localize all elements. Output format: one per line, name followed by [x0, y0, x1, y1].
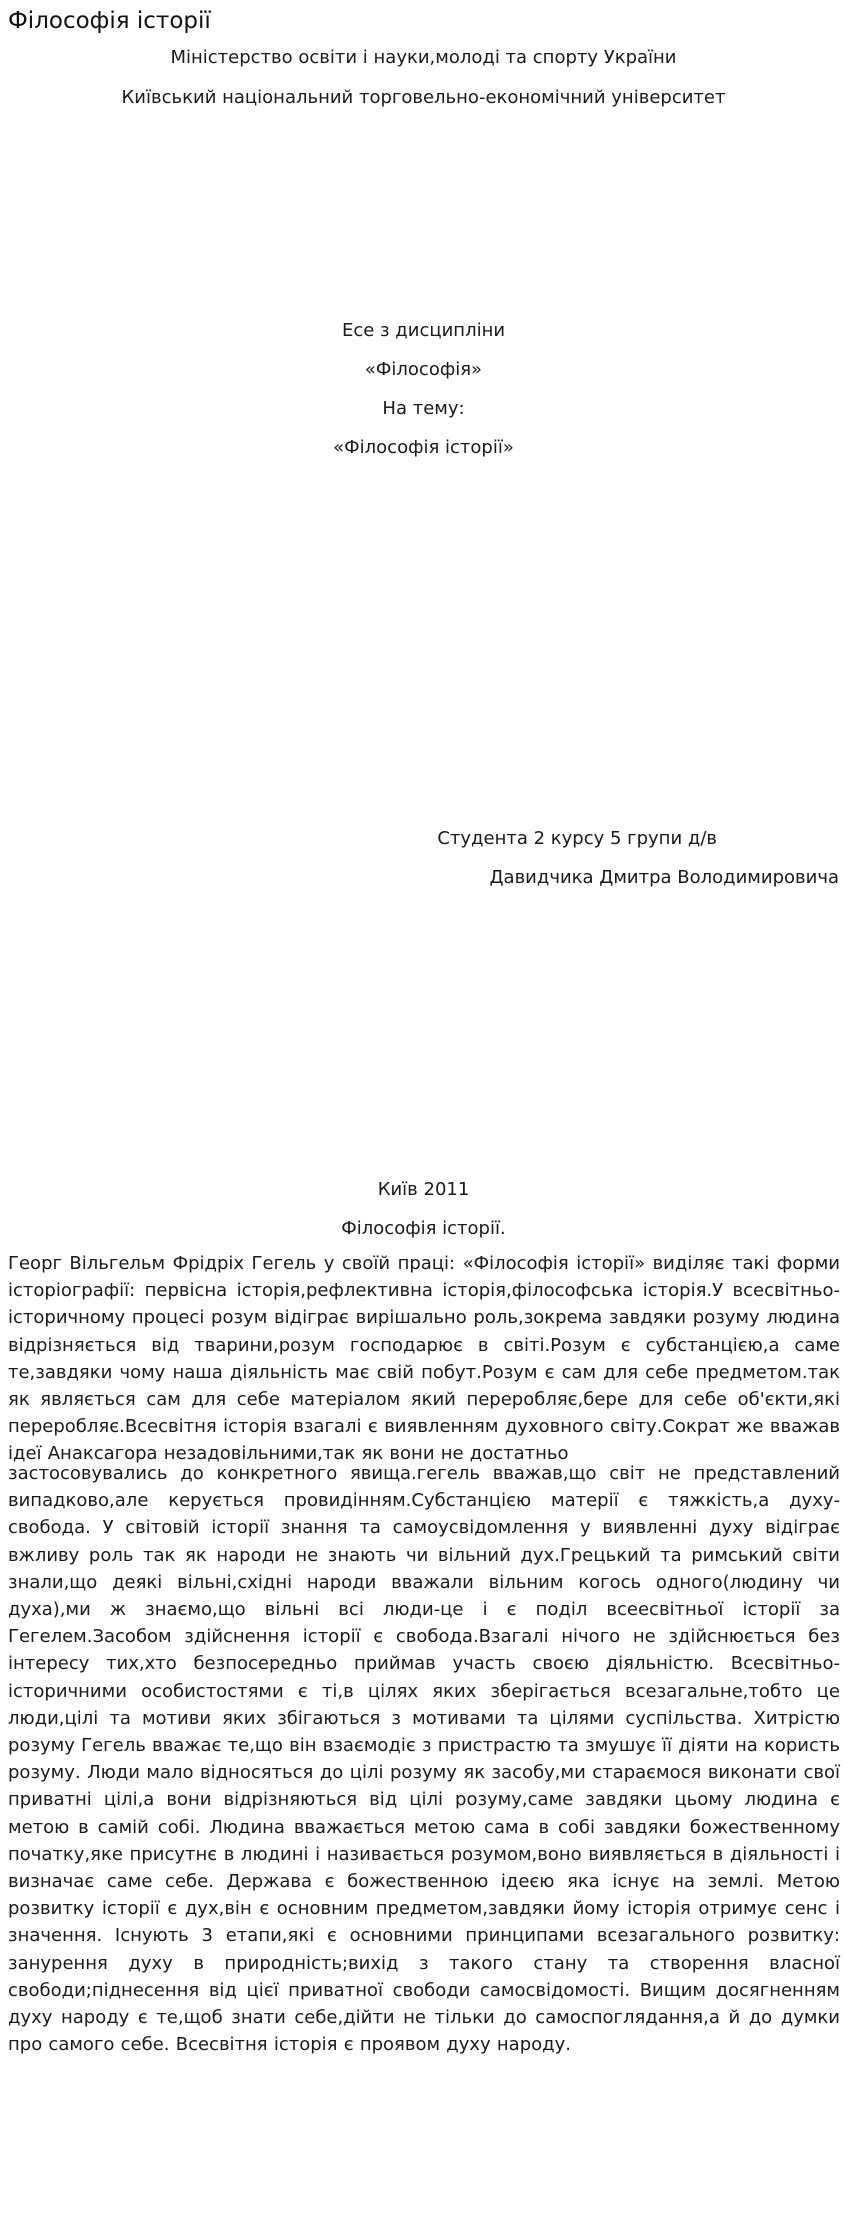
city-year: Київ 2011 [377, 1179, 470, 1200]
document-title: Філософія історії [8, 8, 211, 34]
topic-label: На тему: [382, 398, 465, 419]
student-name: Давидчика Дмитра Володимировича [489, 867, 839, 888]
essay-discipline-line: Есе з дисципліни [341, 320, 506, 341]
ministry-line: Міністерство освіти і науки,молоді та спорту України [170, 47, 677, 68]
essay-paragraph-1: Георг Вільгельм Фрідріх Гегель у своїй праці: «Філософія історії» виділяє такі форми історіографії: первісна історія,рефлективна історія,філософська історія.У всесвітньо-історичному процесі розум відіграє вирішально роль,зокрема завдяки розуму людина відрізняється від тварини,розум господарює в світі.Розум є субстанцією,а саме те,завдяки чому наша діяльність має свій побут.Розум є сам для себе предметом.так як являється сам для себе матеріалом який переробляє,бере для себе об'єкти,які переробляє.Всесвітня історія взагалі є виявленням духовного світу.Сократ же вважав ідеї Анаксагора незадовільними,так як вони не достатньо [8, 1253, 840, 1465]
essay-heading: Філософія історії. [341, 1218, 506, 1239]
university-line: Київський національний торговельно-економічний університет [121, 87, 726, 108]
discipline-name: «Філософія» [364, 359, 483, 380]
topic-title: «Філософія історії» [333, 437, 514, 458]
student-info: Студента 2 курсу 5 групи д/в [437, 828, 717, 849]
essay-paragraph-2: застосовувались до конкретного явища.гегель вважав,що світ не представлений випадково,але керується провидінням.Субстанцією матерії є тяжкість,а духу-свобода. У світовій історії знання та самоусвідомлення у виявленні духу відіграє вжливу роль так як народи не знають чи вільний дух.Грецький та римський світи знали,що деякі вільні,східні народи вважали вільним когось одного(людину чи духа),ми ж знаємо,що вільні всі люди-це і є поділ всеесвітньої історії за Гегелем.Засобом здійснення історії є свобода.Взагалі нічого не здійснюється без інтересу тих,хто безпосередньо приймав участь своєю діяльністю. Всесвітньо-історичними особистостями є ті,в цілях яких зберігається всезагальне,тобто це люди,цілі та мотиви яких збігаються з мотивами та цілями суспільства. Хитрістю розуму Гегель вважає те,що він взаємодіє з пристрастю та змушує її діяти на користь розуму. Люди мало відносяться до цілі розуму як засобу,ми стараємося виконати свої приватні цілі,а вони відрізняються від цілі розуму,саме завдяки цьому людина є метою в самій собі. Людина вважається метою сама в собі завдяки божественному початку,яке присутнє в людині і називається розумом,воно виявляється в діяльності і визначає саме себе. Держава є божественною ідеєю яка існує на землі. Метою розвитку історії є дух,він є основним предметом,завдяки йому історія отримує сенс і значення. Існують 3 етапи,які є основними принципами всезагального розвитку: занурення духу в природність;вихід з такого стану та створення власної свободи;піднесення від цієї приватної свободи самосвідомості. Вищим досягненням духу народу є те,щоб знати себе,дійти не тільки до самоспоглядання,а й до думки про самого себе. Всесвітня історія є проявом духу народу. [8, 1463, 840, 2056]
